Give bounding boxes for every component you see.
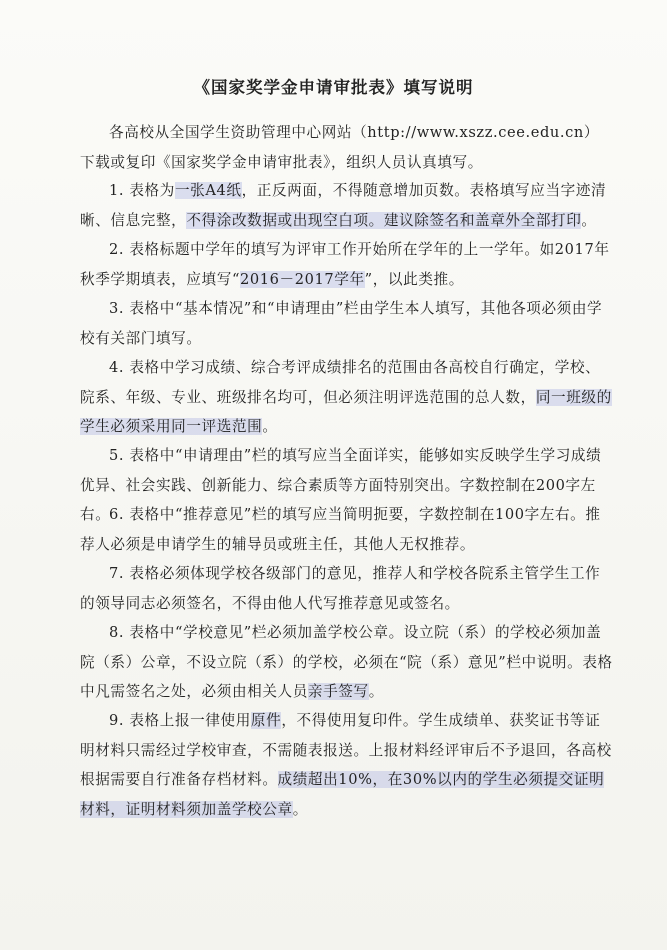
- item-2: [80, 235, 614, 294]
- item-9: [80, 706, 614, 824]
- item-1: [80, 176, 614, 235]
- item-9-text-3: 。: [292, 800, 308, 818]
- item-8-highlight: 亲手签写: [307, 683, 369, 700]
- item-5: 5. 表格中“申请理由”栏的填写应当全面详实，能够如实反映学生学习成绩优异、社会实践、创新能力、综合素质等方面特别突出。字数控制在200字左右。: [80, 447, 602, 523]
- item-9-highlight-2: 成绩超出10%，在30%以内的学生必须提交证明材料，证明材料须加盖学校公章: [80, 771, 605, 818]
- item-4-highlight: 同一班级的学生必须采用同一评选范围: [80, 388, 612, 435]
- item-9-text: 9. 表格上报一律使用: [109, 712, 251, 729]
- item-4-text: 4. 表格中学习成绩、综合考评成绩排名的范围由各高校自行确定，学校、院系、年级、专业、班级排名均可，但必须注明评选范围的总人数，: [80, 359, 601, 406]
- item-9-text-2: ，不得使用复印件。学生成绩单、获奖证书等证明材料只需经过学校审查，不需随表报送。上报材料经评审后不予退回，各高校根据需要自行准备存档材料。: [80, 712, 612, 788]
- item-8-text: 8. 表格中“学校意见”栏必须加盖学校公章。设立院（系）的学校必须加盖院（系）公章，不设立院（系）的学校，必须在“院（系）意见”栏中说明。表格中凡需签名之处，必须由相关人员: [80, 624, 613, 700]
- intro-paragraph: 各高校从全国学生资助管理中心网站（http://www.xszz.cee.edu.cn）下载或复印《国家奖学金申请审批表》，组织人员认真填写。: [80, 124, 600, 171]
- item-3: 3. 表格中“基本情况”和“申请理由”栏由学生本人填写，其他各项必须由学校有关部门填写。: [80, 300, 603, 347]
- item-1-highlight: 一张A4纸: [174, 182, 242, 199]
- item-8: [80, 618, 614, 707]
- item-2-text: 2. 表格标题中学年的填写为评审工作开始所在学年的上一学年。如2017年秋季学期填表，应填写“: [80, 241, 610, 288]
- item-2-text-2: ”，以此类推。: [364, 270, 464, 288]
- item-4-text-2: 。: [262, 418, 278, 435]
- item-2-highlight: 2016－2017学年: [240, 270, 365, 288]
- item-1-text-3: 。: [581, 211, 597, 229]
- item-4: [80, 353, 614, 442]
- item-8-text-2: 。: [368, 683, 384, 700]
- item-9-highlight: 原件: [250, 712, 282, 729]
- page-title: 《国家奖学金申请审批表》填写说明: [193, 78, 474, 97]
- item-1-text-2: ，正反两面，不得随意增加页数。表格填写应当字迹清晰、信息完整，: [80, 182, 607, 229]
- item-1-text: 1. 表格为: [109, 182, 175, 199]
- item-1-highlight-2: 不得涂改数据或出现空白项。建议除签名和盖章外全部打印: [186, 211, 582, 229]
- item-7: 7. 表格必须体现学校各级部门的意见，推荐人和学校各院系主管学生工作的领导同志必须签名，不得由他人代写推荐意见或签名。: [80, 565, 601, 612]
- item-6: 6. 表格中“推荐意见”栏的填写应当简明扼要，字数控制在100字左右。推荐人必须是申请学生的辅导员或班主任，其他人无权推荐。: [80, 506, 601, 553]
